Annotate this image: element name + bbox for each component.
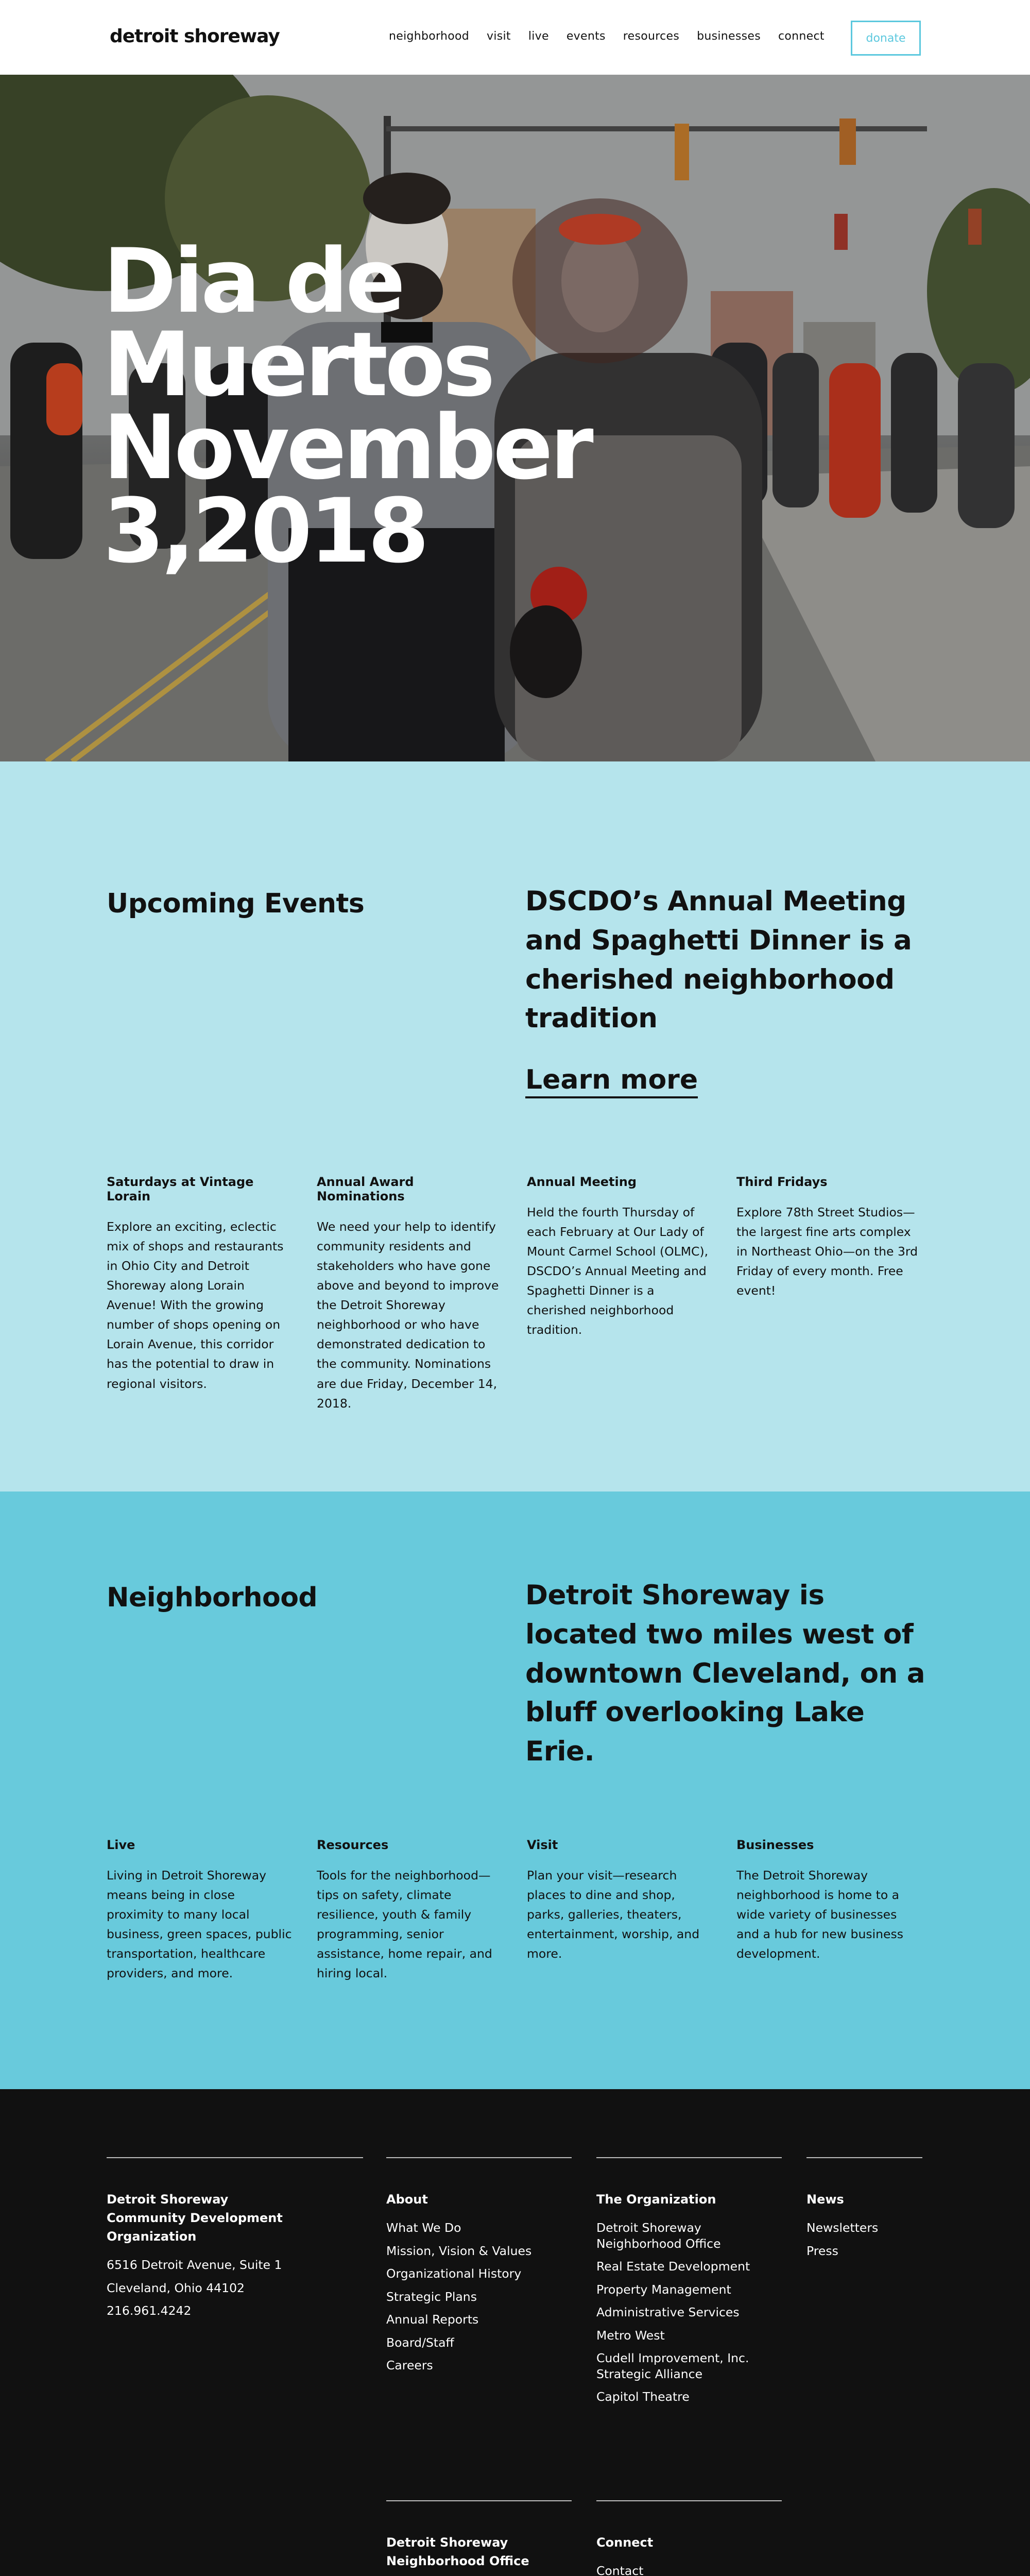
neighborhood-card[interactable] — [317, 1838, 502, 1983]
nav-link-events[interactable]: events — [566, 30, 606, 43]
footer-link[interactable]: Cudell Improvement, Inc. Strategic Alliance — [596, 2351, 749, 2381]
footer-divider — [596, 2157, 782, 2158]
footer-divider — [107, 2157, 363, 2158]
footer-link[interactable]: What We Do — [386, 2221, 461, 2235]
neighborhood-card[interactable] — [527, 1838, 712, 1963]
footer-news-column — [806, 2157, 925, 2266]
neighborhood-feature-heading: Detroit Shoreway is located two miles west of downtown Cleveland, on a bluff overlooking Lake Erie. — [525, 1580, 925, 1768]
event-card-title[interactable]: Annual Meeting — [527, 1175, 637, 1189]
event-card[interactable] — [317, 1175, 502, 1413]
neighborhood-card-title[interactable]: Visit — [527, 1838, 558, 1852]
neighborhood-card-text: Plan your visit—research places to dine and shop, parks, galleries, theaters, entertainment, worship, and more. — [527, 1868, 700, 1961]
footer-link[interactable]: Mission, Vision & Values — [386, 2243, 532, 2258]
event-card-text: Held the fourth Thursday of each February at Our Lady of Mount Carmel School (OLMC), DSCDO’s Annual Meeting and Spaghetti Dinner is a cherished neighborhood tradition. — [527, 1205, 709, 1337]
footer-divider — [386, 2500, 572, 2501]
neighborhood-card-text: Living in Detroit Shoreway means being in close proximity to many local business, green spaces, public transportation, healthcare providers, and more. — [107, 1868, 292, 1981]
site-header — [0, 0, 1030, 75]
footer-address-line-1: 6516 Detroit Avenue, Suite 1 — [107, 2258, 282, 2272]
footer-link[interactable]: Press — [806, 2243, 838, 2258]
event-card-text: Explore 78th Street Studios—the largest fine arts complex in Northeast Ohio—on the 3rd Friday of every month. Free event! — [736, 1205, 918, 1298]
event-card[interactable] — [107, 1175, 292, 1394]
event-card[interactable] — [736, 1175, 922, 1300]
footer-neighborhood-office-column — [386, 2500, 572, 2576]
neighborhood-card-title[interactable]: Resources — [317, 1838, 389, 1852]
footer-link[interactable]: Careers — [386, 2358, 433, 2373]
footer-link[interactable]: Organizational History — [386, 2266, 522, 2281]
events-heading: Upcoming Events — [107, 888, 365, 919]
hero-banner — [0, 75, 1030, 761]
footer-connect-title: Connect — [596, 2535, 654, 2550]
events-feature-heading: DSCDO’s Annual Meeting and Spaghetti Dinner is a cherished neighborhood tradition — [525, 886, 912, 1035]
main-nav — [389, 30, 825, 43]
neighborhood-card-text: Tools for the neighborhood—tips on safety, climate resilience, youth & family programming, senior assistance, home repair, and hiring local. — [317, 1868, 492, 1981]
footer-link[interactable]: Strategic Plans — [386, 2289, 477, 2304]
footer-organization-title: The Organization — [596, 2192, 716, 2207]
event-card-text: We need your help to identify community residents and stakeholders who have gone above and beyond to improve the Detroit Shoreway neighborhood or who have demonstrated dedication to the community. Nominations are due Friday, December 14, 2018. — [317, 1219, 499, 1411]
event-card[interactable] — [527, 1175, 712, 1340]
site-footer — [0, 2089, 1030, 2576]
footer-about-title: About — [386, 2192, 428, 2207]
nav-link-visit[interactable]: visit — [487, 30, 511, 43]
footer-link[interactable]: Metro West — [596, 2328, 665, 2343]
footer-divider — [806, 2157, 922, 2158]
footer-about-column — [386, 2157, 572, 2381]
footer-address-line-2: Cleveland, Ohio 44102 — [107, 2280, 245, 2295]
footer-news-title: News — [806, 2192, 844, 2207]
neighborhood-card-title[interactable]: Live — [107, 1838, 135, 1852]
footer-link[interactable]: Newsletters — [806, 2221, 879, 2235]
nav-link-neighborhood[interactable]: neighborhood — [389, 30, 470, 43]
footer-org-title: Detroit Shoreway Community Development Organization — [107, 2192, 283, 2244]
learn-more-link[interactable]: Learn more — [525, 1064, 698, 1098]
hero-title: Dia de Muertos November 3,2018 — [103, 229, 591, 583]
nav-link-live[interactable]: live — [528, 30, 549, 43]
footer-link[interactable]: Contact — [596, 2564, 644, 2576]
footer-link[interactable]: Real Estate Development — [596, 2259, 750, 2274]
neighborhood-card-title[interactable]: Businesses — [736, 1838, 814, 1852]
nav-link-resources[interactable]: resources — [623, 30, 680, 43]
neighborhood-card-text: The Detroit Shoreway neighborhood is home to a wide variety of businesses and a hub for new business development. — [736, 1868, 903, 1961]
event-card-title[interactable]: Third Fridays — [736, 1175, 828, 1189]
site-logo[interactable]: detroit shoreway — [110, 26, 280, 47]
neighborhood-heading: Neighborhood — [107, 1582, 318, 1613]
upcoming-events-section — [0, 761, 1030, 1492]
nav-link-connect[interactable]: connect — [778, 30, 825, 43]
event-card-title[interactable]: Saturdays at Vintage Lorain — [107, 1175, 254, 1204]
event-card-title[interactable]: Annual Award Nominations — [317, 1175, 414, 1204]
footer-organization-column — [596, 2157, 782, 2412]
footer-divider — [596, 2500, 782, 2501]
footer-link[interactable]: Annual Reports — [386, 2312, 479, 2327]
footer-phone-link[interactable]: 216.961.4242 — [107, 2303, 192, 2318]
footer-neighborhood-office-title: Detroit Shoreway Neighborhood Office — [386, 2535, 529, 2568]
footer-link[interactable]: Property Management — [596, 2282, 731, 2297]
footer-link[interactable]: Detroit Shoreway Neighborhood Office — [596, 2221, 721, 2251]
footer-link[interactable]: Board/Staff — [386, 2335, 454, 2350]
neighborhood-card[interactable] — [107, 1838, 292, 1983]
footer-org-column — [107, 2157, 364, 2326]
footer-link[interactable]: Administrative Services — [596, 2305, 740, 2320]
neighborhood-section — [0, 1492, 1030, 2089]
donate-button[interactable]: donate — [851, 21, 921, 56]
event-card-text: Explore an exciting, eclectic mix of shops and restaurants in Ohio City and Detroit Shoreway along Lorain Avenue! With the growing number of shops opening on Lorain Avenue, this corridor has the potential to draw in regional visitors. — [107, 1219, 284, 1391]
nav-link-businesses[interactable]: businesses — [697, 30, 761, 43]
footer-connect-column — [596, 2500, 782, 2576]
footer-link[interactable]: Capitol Theatre — [596, 2389, 690, 2404]
footer-divider — [386, 2157, 572, 2158]
neighborhood-card[interactable] — [736, 1838, 922, 1963]
